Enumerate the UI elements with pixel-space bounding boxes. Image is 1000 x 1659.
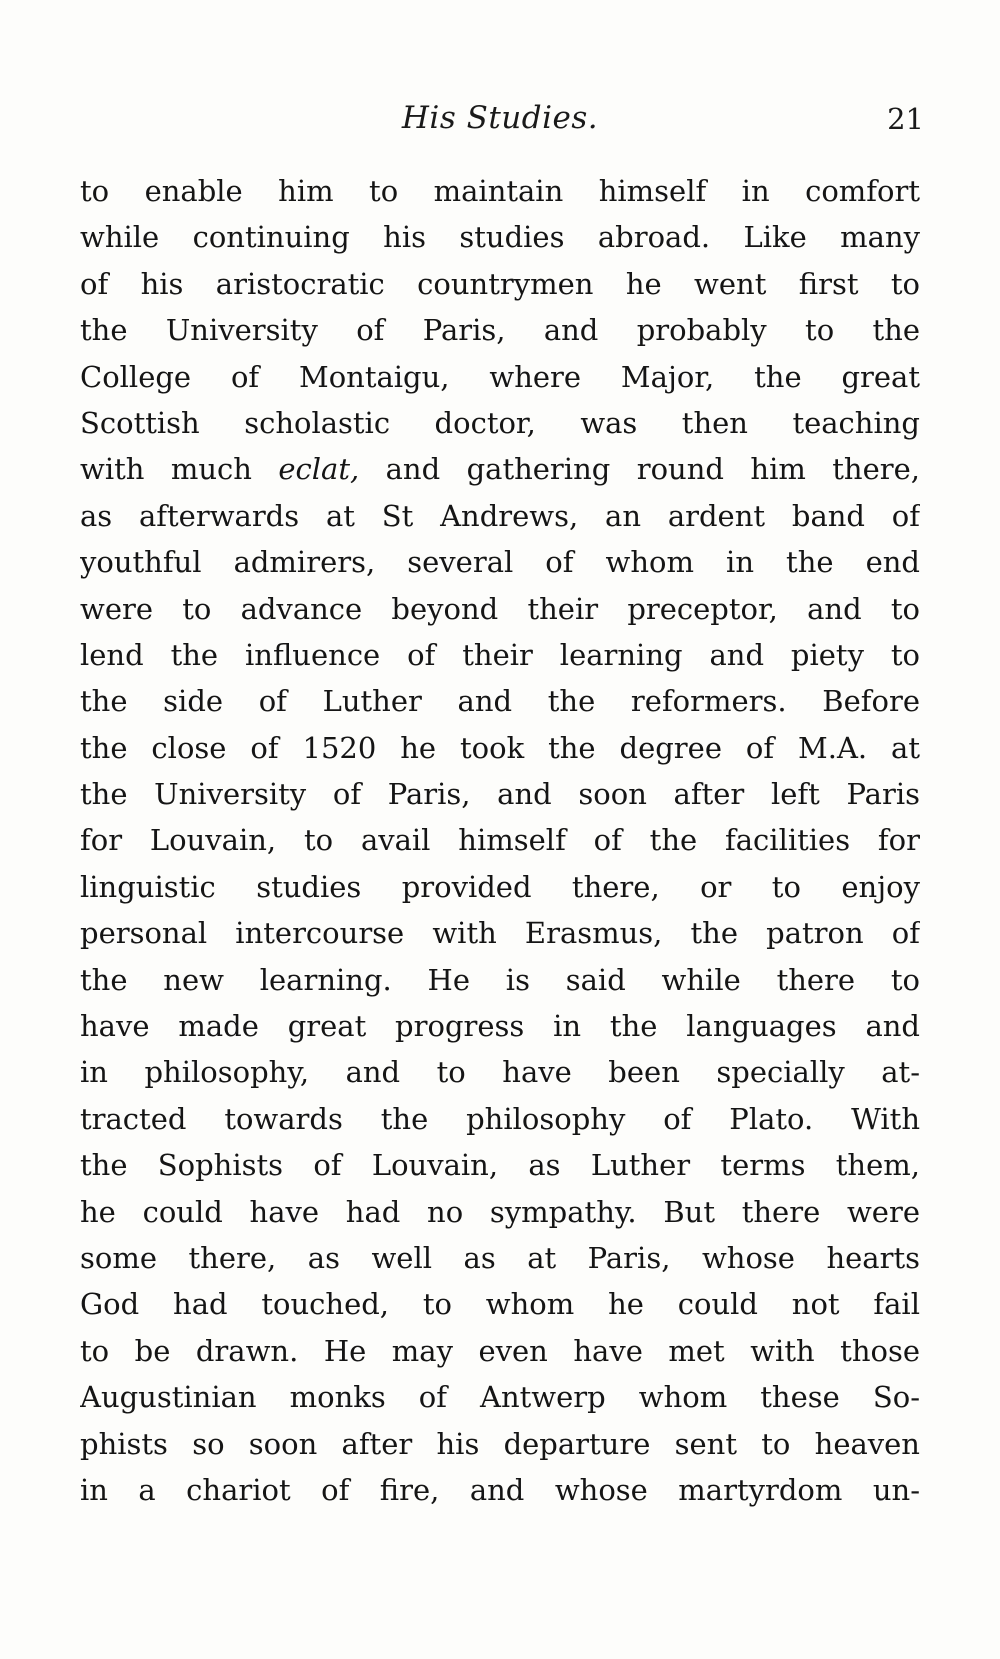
text-line: Scottish scholastic doctor, was then teaching bbox=[80, 405, 920, 440]
text-line: the Sophists of Louvain, as Luther terms them, bbox=[80, 1148, 920, 1183]
text-line: were to advance beyond their preceptor, and to bbox=[80, 591, 920, 626]
text-line: tracted towards the philosophy of Plato. With bbox=[80, 1101, 920, 1136]
text-line: the University of Paris, and soon after left Paris bbox=[80, 777, 920, 812]
text-line: the new learning. He is said while there to bbox=[80, 962, 920, 997]
text-line-with-italic bbox=[80, 446, 920, 492]
text-line: Augustinian monks of Antwerp whom these So- bbox=[80, 1380, 920, 1415]
text-line: of his aristocratic countrymen he went first to bbox=[80, 266, 920, 301]
text-line: the University of Paris, and probably to the bbox=[80, 313, 920, 348]
page-number: 21 bbox=[887, 102, 924, 136]
text-line: have made great progress in the languages and bbox=[80, 1009, 920, 1044]
text-line: linguistic studies provided there, or to enjoy bbox=[80, 869, 920, 904]
body-text bbox=[80, 168, 920, 1513]
italic-word: eclat, bbox=[278, 452, 360, 487]
text-line: while continuing his studies abroad. Like many bbox=[80, 220, 920, 255]
text-line: College of Montaigu, where Major, the great bbox=[80, 359, 920, 394]
text-line: as afterwards at St Andrews, an ardent band of bbox=[80, 498, 920, 533]
text-line: in philosophy, and to have been specially at- bbox=[80, 1055, 920, 1090]
text-line: to enable him to maintain himself in comfort bbox=[80, 174, 920, 208]
text-line: the side of Luther and the reformers. Before bbox=[80, 684, 920, 719]
text-segment: with much bbox=[80, 452, 279, 487]
text-line: personal intercourse with Erasmus, the patron of bbox=[80, 916, 920, 951]
text-line: youthful admirers, several of whom in the end bbox=[80, 545, 920, 580]
running-head bbox=[76, 100, 924, 150]
text-line: some there, as well as at Paris, whose hearts bbox=[80, 1240, 920, 1275]
text-segment: and gathering round him there, bbox=[359, 452, 920, 487]
text-line: in a chariot of fire, and whose martyrdom un- bbox=[80, 1472, 920, 1507]
running-title: His Studies. bbox=[401, 100, 599, 136]
text-line: to be drawn. He may even have met with those bbox=[80, 1333, 920, 1368]
text-line: phists so soon after his departure sent to heaven bbox=[80, 1426, 920, 1461]
text-line: God had touched, to whom he could not fail bbox=[80, 1287, 920, 1322]
text-line: lend the influence of their learning and piety to bbox=[80, 637, 920, 672]
text-line: for Louvain, to avail himself of the facilities for bbox=[80, 823, 920, 858]
text-line: the close of 1520 he took the degree of M.A. at bbox=[80, 730, 920, 765]
text-line: he could have had no sympathy. But there were bbox=[80, 1194, 920, 1229]
